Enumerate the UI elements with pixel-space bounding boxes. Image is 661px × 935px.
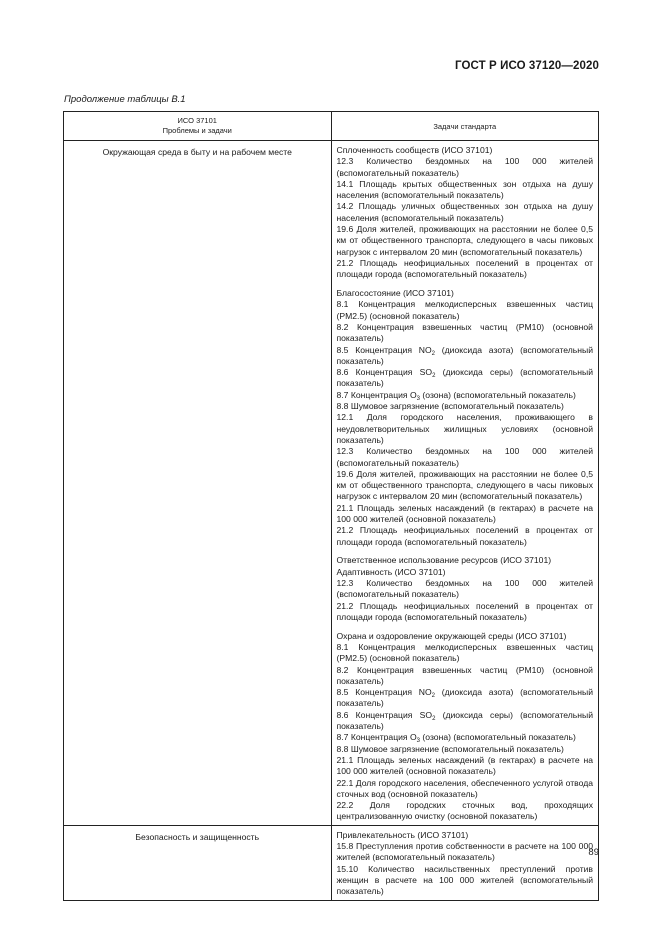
document-code: ГОСТ Р ИСО 37120—2020 [454, 60, 599, 72]
list-item: 12.3 Количество бездомных на 100 000 жителей (вспомогательный показатель) [336, 446, 593, 468]
column-header-tasks: Задачи стандарта [331, 112, 599, 141]
group-title: Сплоченность сообществ (ИСО 37101) [336, 145, 493, 155]
list-item: 8.1 Концентрация мелкодисперсных взвешенных частиц (PM2.5) (основной показатель) [336, 641, 593, 664]
list-item: 22.1 Доля городского населения, обеспеченного услугой отвода сточных вод (основной показатель) [336, 777, 593, 799]
list-item: 8.8 Шумовое загрязнение (вспомогательный показатель) [336, 401, 564, 412]
issue-cell: Окружающая среда в быту и на рабочем месте [64, 141, 332, 826]
task-group [337, 830, 594, 898]
list-item: 14.1 Площадь крытых общественных зон отдыха на душу населения (вспомогательный показатель) [336, 178, 593, 201]
table-header-row [64, 112, 599, 141]
list-item: 8.6 Концентрация $SO_2$ (диоксида серы) (вспомогательный показатель) [336, 367, 593, 389]
task-group [337, 555, 594, 623]
group-title: Охрана и оздоровление окружающей среды (ИСО 37101) [336, 630, 567, 641]
list-item: 8.6 Концентрация $SO_2$ (диоксида серы) (вспомогательный показатель) [336, 709, 593, 732]
task-group [337, 288, 594, 548]
list-item: 12.3 Количество бездомных на 100 000 жителей (вспомогательный показатель) [336, 156, 593, 178]
tasks-cell [331, 825, 599, 900]
list-item: 21.1 Площадь зеленых насаждений (в гектарах) в расчете на 100 000 жителей (основной показатель) [336, 754, 593, 777]
list-item: 19.6 Доля жителей, проживающих на расстоянии не более 0,5 км от общественного транспорта, следующего в часы пиковых нагрузок с интервалом 20 мин (вспомогательный показатель) [336, 224, 593, 257]
list-item: 15.8 Преступления против собственности в расчете на 100 000 жителей (вспомогательный показатель) [336, 841, 593, 863]
list-item: 21.2 Площадь неофициальных поселений в процентах от площади города (вспомогательный показатель) [336, 600, 593, 622]
list-item: 8.2 Концентрация взвешенных частиц (PM10) (основной показатель) [336, 664, 593, 686]
list-item: 14.2 Площадь уличных общественных зон отдыха на душу населения (вспомогательный показатель) [336, 201, 593, 223]
list-item: 12.3 Количество бездомных на 100 000 жителей (вспомогательный показатель) [336, 577, 593, 600]
column-header-issues: ИСО 37101 Проблемы и задачи [64, 112, 332, 141]
list-item: 8.5 Концентрация $NO_2$ (диоксида азота) (вспомогательный показатель) [336, 344, 594, 366]
table-continuation-caption: Продолжение таблицы В.1 [64, 94, 186, 105]
task-group [337, 631, 594, 823]
list-item: 22.2 Доля городских сточных вод, проходящих централизованную очистку (основной показатель) [336, 800, 593, 822]
issue-cell: Безопасность и защищенность [64, 825, 332, 900]
list-item: 8.8 Шумовое загрязнение (вспомогательный показатель) [336, 743, 564, 754]
list-item: 8.7 Концентрация $O_3$ (озона) (вспомогательный показатель) [336, 389, 576, 402]
list-item: 8.5 Концентрация $NO_2$ (диоксида азота) (вспомогательный показатель) [336, 687, 594, 709]
list-item: 12.1 Доля городского населения, проживающего в неудовлетворительных жилищных условиях (основной показатель) [336, 412, 593, 445]
group-title: Благосостояние (ИСО 37101) [336, 288, 454, 299]
standards-table [63, 111, 599, 901]
table-row [64, 141, 599, 826]
table-row [64, 825, 599, 900]
list-item: 8.2 Концентрация взвешенных частиц (PM10) (основной показатель) [336, 321, 593, 344]
list-item: 21.2 Площадь неофициальных поселений в процентах от площади города (вспомогательный показатель) [336, 525, 593, 547]
group-title: Адаптивность (ИСО 37101) [336, 566, 446, 577]
tasks-cell [331, 141, 599, 826]
task-group [337, 145, 594, 281]
list-item: 15.10 Количество насильственных преступлений против женщин в расчете на 100 000 жителей (вспомогательный показатель) [336, 863, 593, 897]
list-item: 19.6 Доля жителей, проживающих на расстоянии не более 0,5 км от общественного транспорта, следующего в часы пиковых нагрузок с интервалом 20 мин (вспомогательный показатель) [336, 468, 593, 502]
list-item: 8.1 Концентрация мелкодисперсных взвешенных частиц (PM2.5) (основной показатель) [336, 299, 593, 321]
group-title: Ответственное использование ресурсов (ИСО 37101) [336, 555, 552, 566]
list-item: 21.1 Площадь зеленых насаждений (в гектарах) в расчете на 100 000 жителей (основной показатель) [336, 502, 593, 524]
group-title: Привлекательность (ИСО 37101) [336, 829, 469, 840]
list-item: 21.2 Площадь неофициальных поселений в процентах от площади города (вспомогательный показатель) [336, 257, 593, 280]
list-item: 8.7 Концентрация $O_3$ (озона) (вспомогательный показатель) [336, 732, 576, 745]
page-number: 89 [588, 847, 599, 858]
